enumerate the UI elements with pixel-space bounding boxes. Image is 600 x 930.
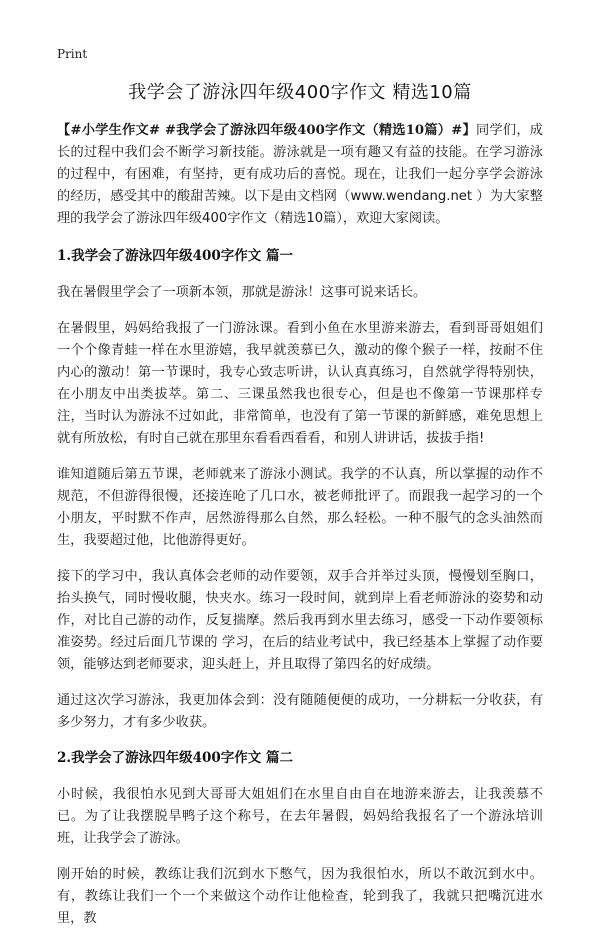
intro-text: 同学们，成长的过程中我们会不断学习新技能。游泳就是一项有趣又有益的技能。在学习游泳的过程中，有困难，有坚持，更有成功后的喜悦。现在，让我们一起分享学会游泳的经历，感受其中的酸甜苦辣。以下是由文档网（www.wendang.net ）为大家整理的我学会了游泳四年级400字作文（精选10篇），欢迎大家阅读。	[57, 123, 543, 226]
section-1-paragraph-3: 谁知道随后第五节课，老师就来了游泳小测试。我学的不认真，所以掌握的动作不规范，不但游得很慢，还接连呛了几口水，被老师批评了。而跟我一起学习的一个小朋友，平时默不作声，居然游得那么自然，那么轻松。一种不服气的念头油然而生，我要超过他，比他游得更好。	[57, 467, 543, 548]
page-title: 我学会了游泳四年级400字作文 精选10篇	[128, 82, 472, 103]
section-1-paragraph-4: 接下的学习中，我认真体会老师的动作要领，双手合并举过头顶，慢慢划至胸口，抬头换气，同时慢收腿，快夹水。练习一段时间，就到岸上看老师游泳的姿势和动作，对比自己游的动作，反复揣摩。然后我再到水里去练习，感受一下动作要领标准姿势。经过后面几节课的 学习，在后的结业考试中，我已经基本上掌握了动作要领，能够达到老师要求，迎头赶上，并且取得了第四名的好成绩。	[57, 569, 543, 672]
section-heading-2: 2.我学会了游泳四年级400字作文 篇二	[57, 750, 293, 766]
intro-paragraph	[57, 120, 543, 230]
print-label[interactable]: Print	[57, 47, 88, 61]
section-1-paragraph-2: 在暑假里，妈妈给我报了一门游泳课。看到小鱼在水里游来游去，看到哥哥姐姐们一个个像青蛙一样在水里游嬉，我早就羡慕已久，激动的像个猴子一样，按耐不住内心的激动！第一节课时，我专心致志听讲，认认真真练习，自然就学得特别快，在小朋友中出类拔萃。第二、三课虽然我也很专心，但是也不像第一节课那样专注，当时认为游泳不过如此，非常简单，也没有了第一节课的新鲜感，难免思想上就有所放松，有时自己就在那里东看看西看看，和别人讲讲话，拔拔手指!	[57, 321, 543, 446]
section-1-paragraph-1: 我在暑假里学会了一项新本领，那就是游泳！这事可说来话长。	[57, 285, 427, 300]
section-2-paragraph-2: 刚开始的时候，教练让我们沉到水下憋气，因为我很怕水，所以不敢沉到水中。有，教练让我们一个一个来做这个动作让他检查，轮到我了，我就只把嘴沉进水里，教	[57, 867, 543, 926]
article-body	[57, 120, 543, 926]
section-1-paragraph-5: 通过这次学习游泳，我更加体会到：没有随随便便的成功，一分耕耘一分收获，有多少努力，才有多少收获。	[57, 693, 543, 730]
section-2-paragraph-1: 小时候，我很怕水见到大哥哥大姐姐们在水里自由自在地游来游去，让我羡慕不已。为了让我摆脱旱鸭子这个称号，在去年暑假，妈妈给我报名了一个游泳培训班，让我学会了游泳。	[57, 787, 543, 846]
intro-lead: 【#小学生作文# #我学会了游泳四年级400字作文（精选10篇）#】	[57, 123, 477, 138]
section-heading-1: 1.我学会了游泳四年级400字作文 篇一	[57, 248, 293, 264]
